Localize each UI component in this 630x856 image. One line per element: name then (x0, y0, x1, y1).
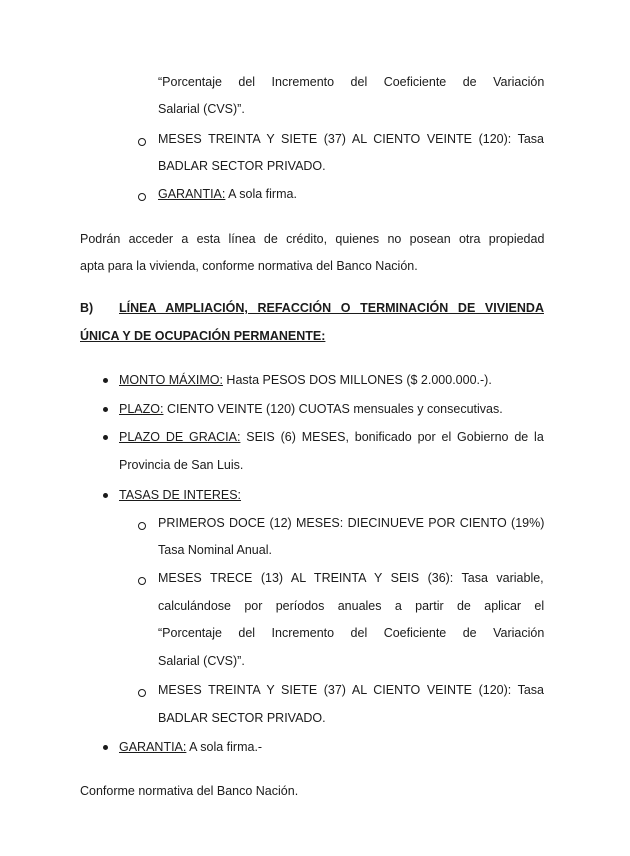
bullet-icon (103, 493, 108, 498)
list-item-gracia (119, 429, 544, 445)
monto-value: Hasta PESOS DOS MILLONES ($ 2.000.000.-). (222, 373, 492, 387)
garantia-value-b: A sola firma.- (186, 740, 263, 754)
sub-item-first12 (158, 515, 544, 531)
justified-text: MESES TREINTA Y SIETE (37) AL CIENTO VEINTE (120): Tasa (158, 132, 544, 146)
circle-bullet-icon (138, 138, 146, 146)
justified-text: MESES TREINTA Y SIETE (37) AL CIENTO VEINTE (120): Tasa (158, 683, 544, 697)
justified-text: calculándose por períodos anuales a partir de aplicar el (158, 599, 545, 613)
justified-text (119, 429, 544, 445)
gracia-value: SEIS (6) MESES, bonificado por el Gobierno de la (240, 430, 544, 444)
justified-text: PRIMEROS DOCE (12) MESES: DIECINUEVE POR CIENTO (19%) (158, 516, 545, 530)
bullet-icon (103, 378, 108, 383)
sub-item-months13-cont: Salarial (CVS)”. (158, 654, 245, 668)
garantia-value: A sola firma. (225, 187, 297, 201)
list-item-tasas: TASAS DE INTERES: (119, 488, 242, 502)
justified-text: LÍNEA AMPLIACIÓN, REFACCIÓN O TERMINACIÓN DE VIVIENDA (119, 301, 544, 315)
justified-text: MESES TRECE (13) AL TREINTA Y SEIS (36): Tasa variable, (158, 571, 544, 585)
access-paragraph-line (80, 231, 544, 247)
justified-text: “Porcentaje del Incremento del Coeficiente de Variación (158, 626, 545, 640)
sub-item-months37-b (158, 682, 544, 698)
closing-text: Conforme normativa del Banco Nación. (80, 784, 299, 798)
justified-text: “Porcentaje del Incremento del Coeficiente de Variación (158, 75, 545, 89)
justified-text: Podrán acceder a esta línea de crédito, quienes no posean otra propiedad (80, 232, 545, 246)
sub-item-months37-b-cont: BADLAR SECTOR PRIVADO. (158, 711, 326, 725)
sub-item-months13 (158, 570, 544, 586)
circle-bullet-icon (138, 577, 146, 585)
bullet-icon (103, 745, 108, 750)
section-letter: B) (80, 301, 94, 315)
monto-label: MONTO MÁXIMO: (119, 373, 223, 387)
cvs-text-line: Salarial (CVS)”. (158, 102, 245, 116)
sub-item-garantia (158, 186, 297, 202)
circle-bullet-icon (138, 522, 146, 530)
gracia-label: PLAZO DE GRACIA: (119, 430, 241, 444)
garantia-label: GARANTIA: (158, 187, 226, 201)
list-item-plazo (119, 401, 503, 417)
list-item-gracia-cont: Provincia de San Luis. (119, 458, 244, 472)
sub-item-months13-cont (158, 625, 544, 641)
sub-item-months13-cont (158, 598, 544, 614)
circle-bullet-icon (138, 689, 146, 697)
circle-bullet-icon (138, 193, 146, 201)
plazo-label: PLAZO: (119, 402, 164, 416)
section-title (119, 300, 544, 316)
garantia-label-b: GARANTIA: (119, 740, 187, 754)
sub-item-months37 (158, 131, 544, 147)
sub-item-first12-cont: Tasa Nominal Anual. (158, 543, 272, 557)
bullet-icon (103, 435, 108, 440)
access-paragraph-line: apta para la vivienda, conforme normativa del Banco Nación. (80, 259, 418, 273)
list-item-monto (119, 372, 492, 388)
sub-item-months37-cont: BADLAR SECTOR PRIVADO. (158, 159, 326, 173)
list-item-garantia (119, 739, 262, 755)
section-title-cont: ÚNICA Y DE OCUPACIÓN PERMANENTE: (80, 329, 326, 343)
plazo-value: CIENTO VEINTE (120) CUOTAS mensuales y consecutivas. (163, 402, 503, 416)
bullet-icon (103, 407, 108, 412)
cvs-text-line (158, 74, 544, 90)
